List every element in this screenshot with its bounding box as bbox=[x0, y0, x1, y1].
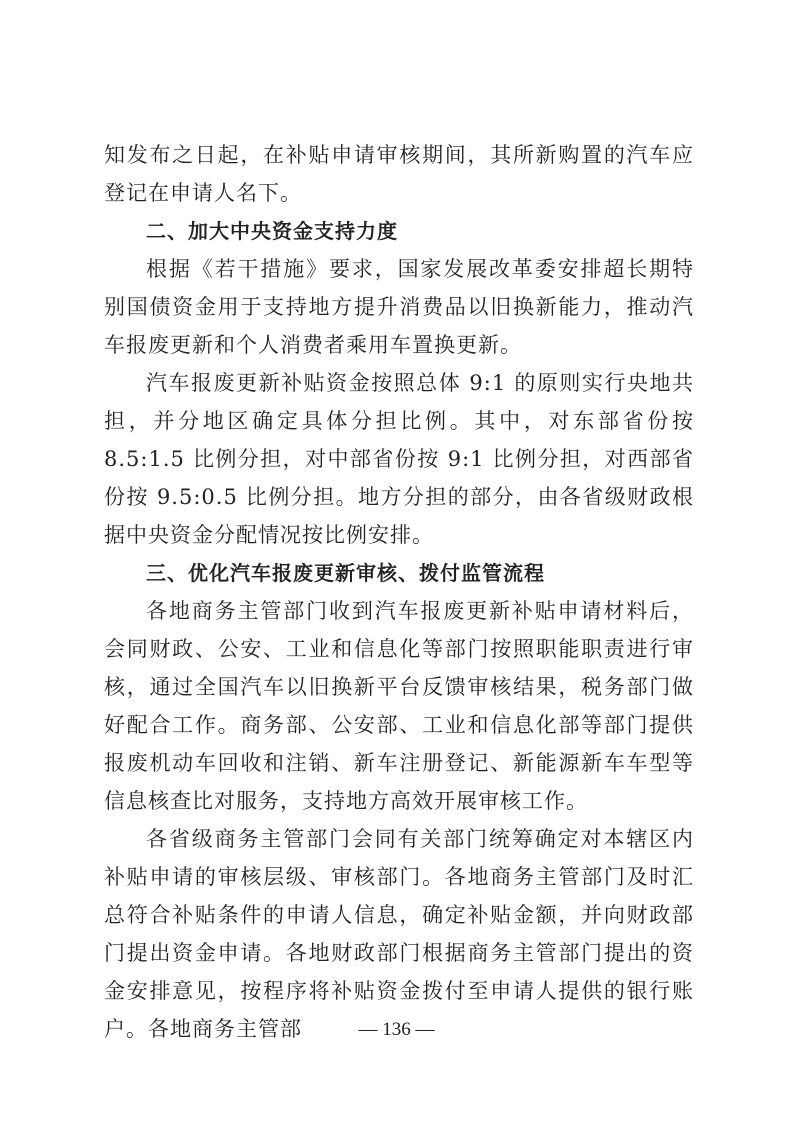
document-body bbox=[104, 136, 694, 1048]
section-heading-3: 三、优化汽车报废更新审核、拨付监管流程 bbox=[146, 561, 545, 585]
paragraph: 各地商务主管部门收到汽车报废更新补贴申请材料后，会同财政、公安、工业和信息化等部门按照职能职责进行审核，通过全国汽车以旧换新平台反馈审核结果，税务部门做好配合工作。商务部、公安部、工业和信息化部等部门提供报废机动车回收和注销、新车注册登记、新能源新车车型等信息核查比对服务，支持地方高效开展审核工作。 bbox=[104, 599, 694, 813]
section-heading-2: 二、加大中央资金支持力度 bbox=[146, 219, 398, 243]
paragraph: 各省级商务主管部门会同有关部门统筹确定对本辖区内补贴申请的审核层级、审核部门。各地商务主管部门及时汇总符合补贴条件的申请人信息，确定补贴金额，并向财政部门提出资金申请。各地财政部门根据商务主管部门提出的资金安排意见，按程序将补贴资金拨付至申请人提供的银行账户。各地商务主管部 bbox=[104, 827, 694, 1041]
paragraph-continued: 知发布之日起，在补贴申请审核期间，其所新购置的汽车应登记在申请人名下。 bbox=[104, 143, 694, 205]
paragraph: 根据《若干措施》要求，国家发展改革委安排超长期特别国债资金用于支持地方提升消费品以旧换新能力，推动汽车报废更新和个人消费者乘用车置换更新。 bbox=[104, 257, 694, 357]
page-number: — 136 — bbox=[358, 1019, 435, 1040]
paragraph: 汽车报废更新补贴资金按照总体 9:1 的原则实行央地共担，并分地区确定具体分担比例。其中，对东部省份按 8.5:1.5 比例分担，对中部省份按 9:1 比例分担，对西部省份按 9.5:0.5 比例分担。地方分担的部分，由各省级财政根据中央资金分配情况按比例安排。 bbox=[104, 371, 694, 547]
